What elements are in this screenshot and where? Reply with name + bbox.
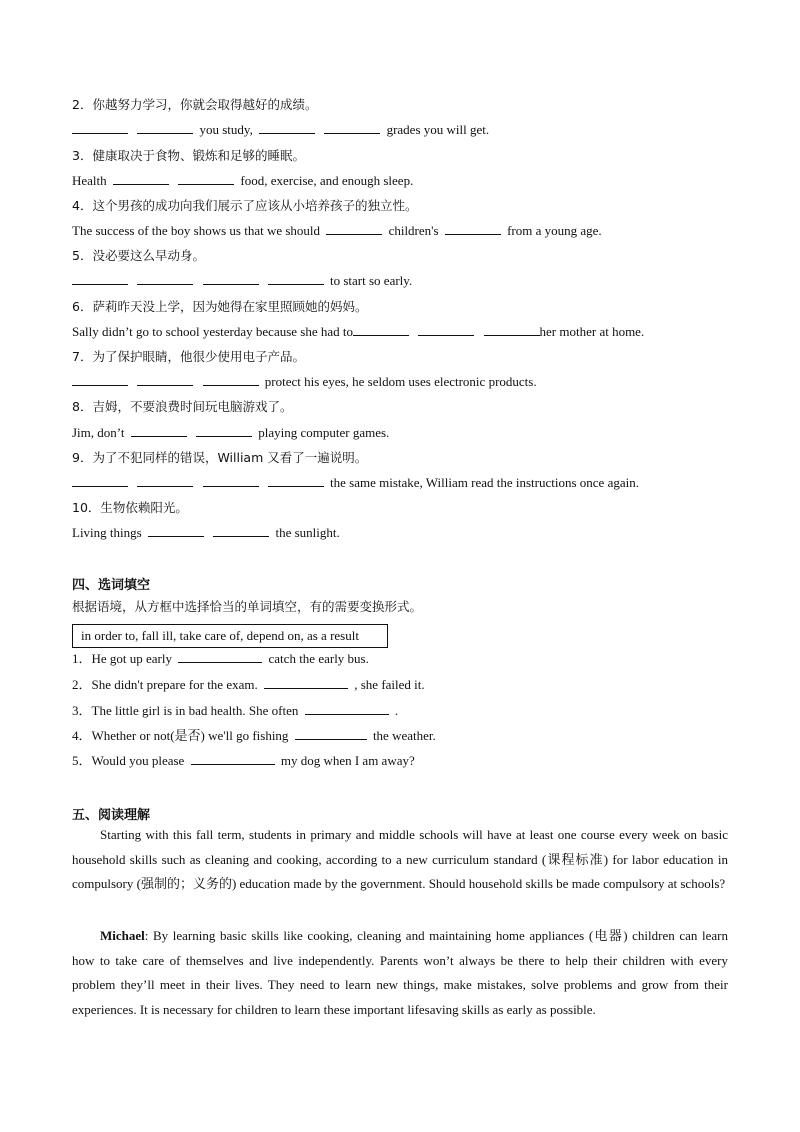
answer-blank[interactable] [72, 121, 128, 134]
word-box: in order to, fall ill, take care of, depend on, as a result [72, 624, 388, 648]
answer-blank[interactable] [191, 752, 275, 765]
fill-q2: 2．She didn't prepare for the exam. , she failed it. [72, 677, 425, 692]
answer-blank[interactable] [137, 474, 193, 487]
reading-paragraph-2: Michael: By learning basic skills like cooking, cleaning and maintaining home appliances (电器) children can learn how to take care of themselves and live independently. Parents won’t always be there to help their children with every problem they’ll meet in their lives. They need to learn new things, make mistakes, solve problems and grow from their experiences. It is necessary for children to learn these important lifesaving skills as early as possible. [72, 928, 728, 1017]
answer-blank[interactable] [213, 524, 269, 537]
q8-english: Jim, don’t playing computer games. [72, 425, 390, 440]
answer-blank[interactable] [148, 524, 204, 537]
q4-chinese: 4．这个男孩的成功向我们展示了应该从小培养孩子的独立性。 [72, 198, 418, 213]
reading-paragraph-1: Starting with this fall term, students in primary and middle schools will have at least one course every week on basic household skills such as cleaning and cooking, according to a new curriculum standard (课程标准) for labor education in compulsory (强制的；义务的) education made by the government. Should household skills be made compulsory at schools? [72, 827, 728, 892]
q3-chinese: 3．健康取决于食物、锻炼和足够的睡眠。 [72, 148, 305, 163]
answer-blank[interactable] [113, 172, 169, 185]
answer-blank[interactable] [137, 373, 193, 386]
q7-english: protect his eyes, he seldom uses electronic products. [72, 373, 537, 390]
q2-chinese: 2．你越努力学习，你就会取得越好的成绩。 [72, 97, 318, 112]
fill-q5: 5．Would you please my dog when I am away? [72, 753, 415, 768]
answer-blank[interactable] [326, 222, 382, 235]
section-4-instruction: 根据语境，从方框中选择恰当的单词填空，有的需要变换形式。 [72, 599, 423, 614]
q2-english: you study, grades you will get. [72, 121, 489, 138]
q10-english: Living things the sunlight. [72, 525, 340, 540]
answer-blank[interactable] [305, 702, 389, 715]
q8-chinese: 8．吉姆，不要浪费时间玩电脑游戏了。 [72, 399, 293, 414]
q9-english: the same mistake, William read the instructions once again. [72, 474, 639, 491]
answer-blank[interactable] [268, 474, 324, 487]
answer-blank[interactable] [295, 727, 367, 740]
answer-blank[interactable] [72, 272, 128, 285]
answer-blank[interactable] [178, 172, 234, 185]
answer-blank[interactable] [203, 272, 259, 285]
q10-chinese: 10．生物依赖阳光。 [72, 500, 188, 515]
answer-blank[interactable] [137, 272, 193, 285]
answer-blank[interactable] [196, 424, 252, 437]
answer-blank[interactable] [72, 373, 128, 386]
answer-blank[interactable] [268, 272, 324, 285]
answer-blank[interactable] [203, 373, 259, 386]
answer-blank[interactable] [264, 676, 348, 689]
answer-blank[interactable] [259, 121, 315, 134]
fill-q4: 4．Whether or not(是否) we'll go fishing the weather. [72, 728, 436, 743]
q4-english: The success of the boy shows us that we should children's from a young age. [72, 223, 602, 238]
answer-blank[interactable] [418, 323, 474, 336]
answer-blank[interactable] [203, 474, 259, 487]
q6-english: Sally didn’t go to school yesterday because she had to her mother at home. [72, 324, 645, 339]
answer-blank[interactable] [445, 222, 501, 235]
answer-blank[interactable] [324, 121, 380, 134]
fill-q1: 1．He got up early catch the early bus. [72, 651, 369, 666]
q5-chinese: 5．没必要这么早动身。 [72, 248, 205, 263]
answer-blank[interactable] [137, 121, 193, 134]
fill-q3: 3．The little girl is in bad health. She often . [72, 703, 399, 718]
section-4-title: 四、选词填空 [72, 578, 151, 593]
speaker-name: Michael [100, 928, 145, 943]
q6-chinese: 6．萨莉昨天没上学，因为她得在家里照顾她的妈妈。 [72, 299, 368, 314]
answer-blank[interactable] [178, 650, 262, 663]
section-5-title: 五、阅读理解 [72, 808, 151, 823]
q9-chinese: 9．为了不犯同样的错误，William 又看了一遍说明。 [72, 450, 368, 465]
q3-english: Health food, exercise, and enough sleep. [72, 173, 414, 188]
q7-chinese: 7．为了保护眼睛，他很少使用电子产品。 [72, 349, 305, 364]
answer-blank[interactable] [131, 424, 187, 437]
q5-english: to start so early. [72, 272, 412, 289]
answer-blank[interactable] [484, 323, 540, 336]
answer-blank[interactable] [72, 474, 128, 487]
answer-blank[interactable] [353, 323, 409, 336]
